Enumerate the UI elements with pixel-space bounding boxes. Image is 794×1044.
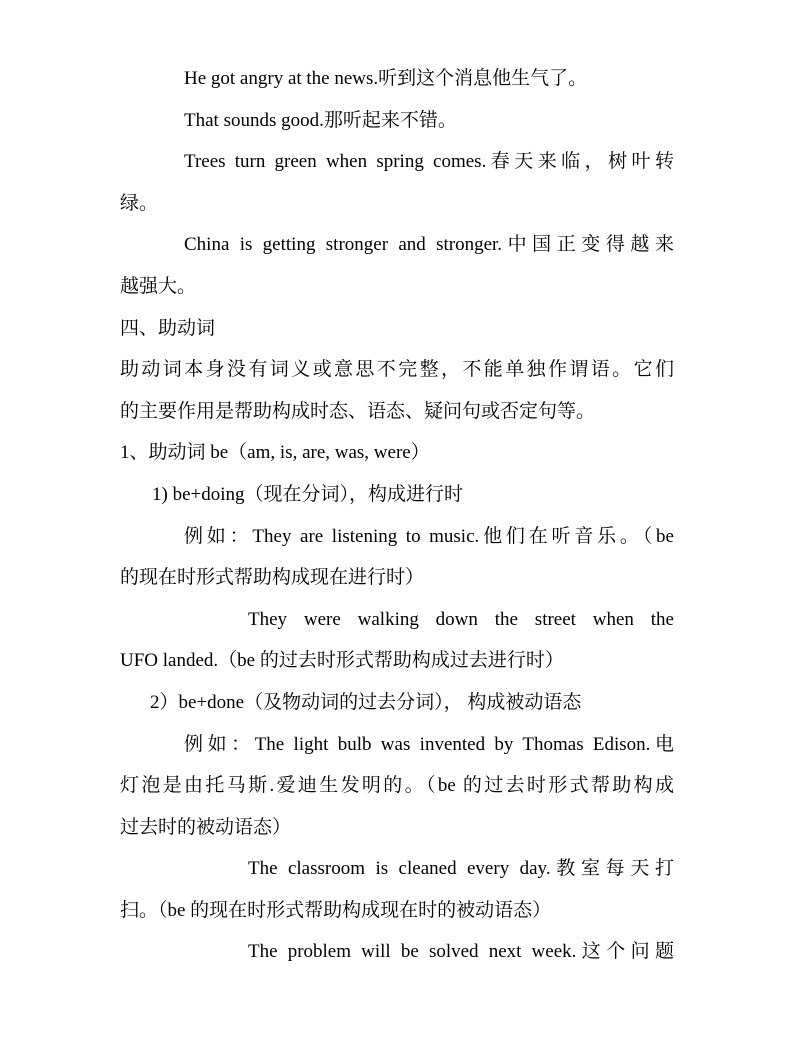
subsection-heading: 1、助动词 be（am, is, are, was, were） — [120, 442, 430, 464]
sentence-continuation: 绿。 — [120, 192, 159, 214]
sentence-example: That sounds good.那听起来不错。 — [184, 109, 457, 131]
list-item-heading: 2）be+done（及物动词的过去分词）， 构成被动语态 — [150, 691, 582, 713]
example-continuation: 过去时的被动语态） — [120, 816, 292, 838]
example-line: The classroom is cleaned every day.教室每天打 — [248, 858, 674, 880]
example-line: 例如：They are listening to music.他们在听音乐。（be — [184, 525, 674, 547]
example-line: The problem will be solved next week.这个问题 — [248, 941, 674, 963]
paragraph-line: 的主要作用是帮助构成时态、语态、疑问句或否定句等。 — [120, 400, 596, 422]
sentence-continuation: 越强大。 — [120, 275, 197, 297]
example-line: They were walking down the street when the — [248, 608, 674, 630]
sentence-example: He got angry at the news.听到这个消息他生气了。 — [184, 68, 588, 89]
example-line: 例如：The light bulb was invented by Thomas Edison.电 — [184, 733, 674, 755]
example-continuation: 扫。（be 的现在时形式帮助构成现在时的被动语态） — [120, 899, 552, 921]
example-continuation: 的现在时形式帮助构成现在进行时） — [120, 567, 425, 589]
paragraph-line: 助动词本身没有词义或意思不完整，不能单独作谓语。它们 — [120, 359, 674, 381]
section-heading: 四、助动词 — [120, 317, 216, 339]
sentence-example: China is getting stronger and stronger.中国正变得越来 — [184, 234, 674, 256]
example-continuation: UFO landed.（be 的过去时形式帮助构成过去进行时） — [120, 650, 564, 672]
example-continuation: 灯泡是由托马斯.爱迪生发明的。（be 的过去时形式帮助构成 — [120, 775, 674, 797]
list-item-heading: 1) be+doing（现在分词），构成进行时 — [152, 483, 464, 505]
sentence-example: Trees turn green when spring comes.春天来临，树叶转 — [184, 151, 674, 173]
text-column — [120, 58, 674, 973]
